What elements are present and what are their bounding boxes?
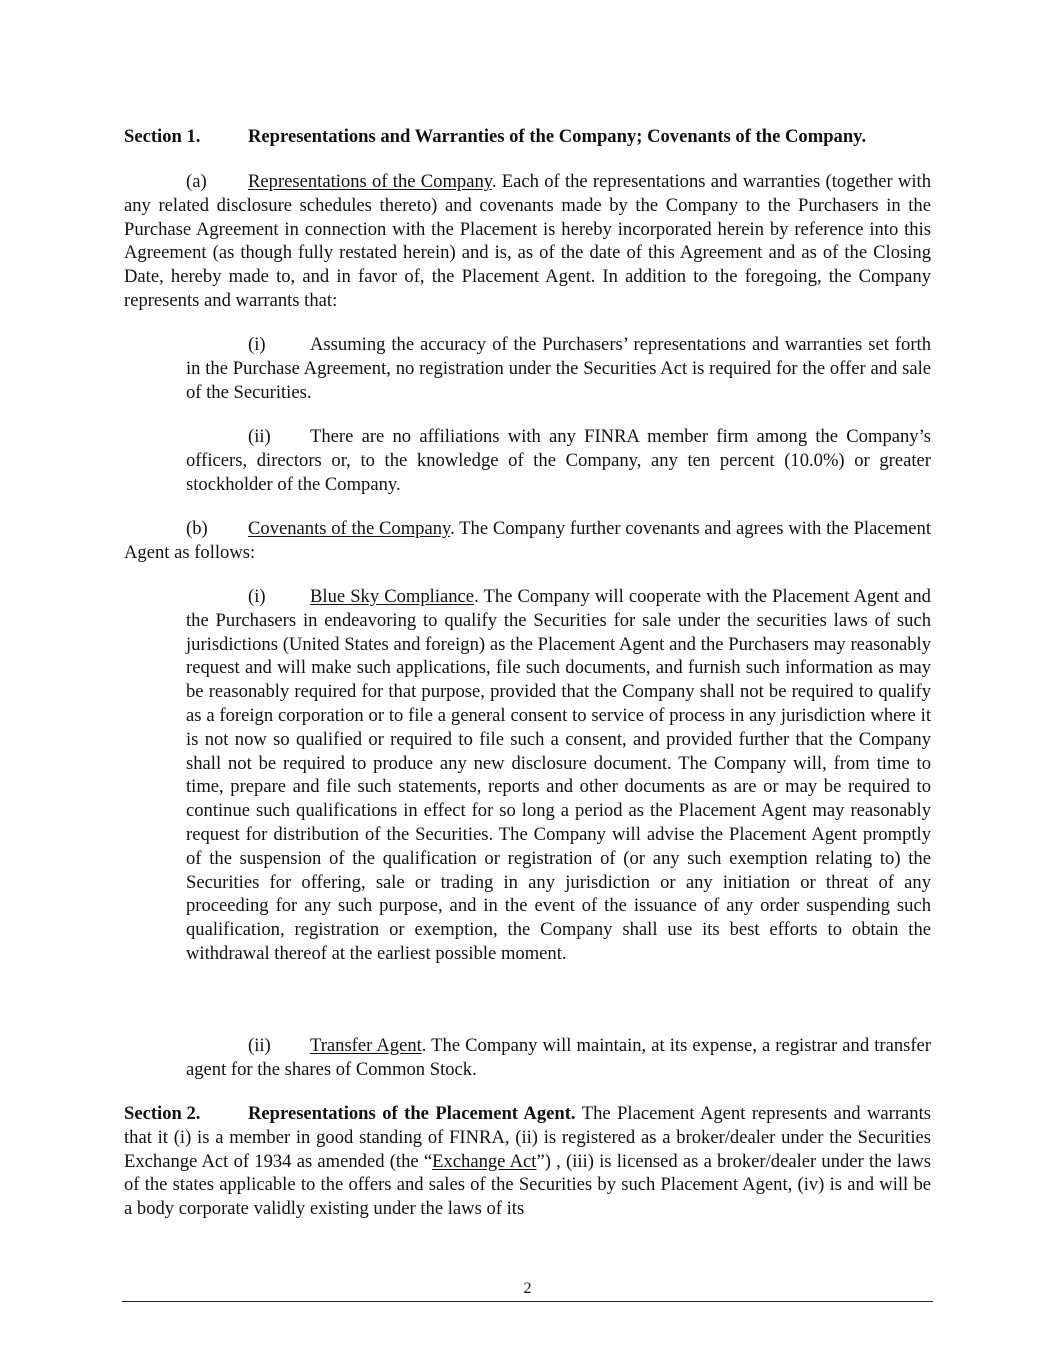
paragraph-b-i [186, 585, 931, 966]
paragraph-b-ii-text: . The Company will maintain, at its expense, a registrar and transfer agent for the shares of Common Stock. [186, 1035, 931, 1080]
paragraph-b-i-text: . The Company will cooperate with the Placement Agent and the Purchasers in endeavoring to qualify the Securities for sale under the securities laws of such jurisdictions (United States and foreign) as the Placement Agent and the Purchasers may reasonably request and will make such applications, file such documents, and furnish such information as may be reasonably required for that purpose, provided that the Company shall not be required to qualify as a foreign corporation or to file a general consent to service of process in any jurisdiction where it is not now so qualified or required to file such a consent, and provided further that the Company shall not be required to produce any new disclosure document. The Company will, from time to time, prepare and file such statements, reports and other documents as are or may be required to continue such qualifications in effect for so long a period as the Placement Agent may reasonably request for distribution of the Securities. The Company will advise the Placement Agent promptly of the suspension of the qualification or registration of (or any such exemption relating to) the Securities for offering, sale or trading in any jurisdiction or any initiation or threat of any proceeding for any such purpose, and in the event of the issuance of any order suspending such qualification, registration or exemption, the Company shall use its best efforts to obtain the withdrawal thereof at the earliest possible moment. [186, 586, 931, 964]
footer-divider [122, 1301, 933, 1302]
paragraph-a-i-text: Assuming the accuracy of the Purchasers’ representations and warranties set forth in the Purchase Agreement, no registration under the Securities Act is required for the offer and sale of the Securities. [186, 334, 931, 403]
paragraph-b-ii-label: (ii) [248, 1035, 271, 1056]
section-2-number: Section 2. [124, 1103, 201, 1124]
paragraph-b-i-label: (i) [248, 586, 266, 607]
paragraph-b [124, 517, 931, 565]
page-number: 2 [523, 1280, 532, 1297]
paragraph-a-ii-label: (ii) [248, 426, 271, 447]
paragraph-a-label: (a) [186, 171, 207, 192]
paragraph-a-i [186, 333, 931, 404]
paragraph-b-label: (b) [186, 518, 208, 539]
section-2 [124, 1102, 931, 1221]
paragraph-b-heading: Covenants of the Company [248, 518, 451, 539]
paragraph-b-ii [186, 1034, 931, 1082]
section-2-text-after: ”) , (iii) is licensed as a broker/dealer under the laws of the states applicable to the offers and sales of the Securities by such Placement Agent, (iv) is and will be a body corporate validly existing under the laws of its [124, 1150, 931, 1220]
paragraph-a-text: . Each of the representations and warranties (together with any related disclosure schedules thereto) and covenants made by the Company to the Purchasers in the Purchase Agreement in connection with the Placement is hereby incorporated herein by reference into this Agreement (as though fully restated herein) and is, as of the date of this Agreement and as of the Closing Date, hereby made to, and in favor of, the Placement Agent. In addition to the foregoing, the Company represents and warrants that: [124, 171, 931, 311]
section-2-text-before: The Placement Agent represents and warrants that it (i) is a member in good standing of FINRA, (ii) is registered as a broker/dealer under the Securities Exchange Act of 1934 as amended (the “ [124, 1103, 932, 1172]
paragraph-a-heading: Representations of the Company [248, 171, 492, 192]
section-1-number: Section 1. [124, 126, 201, 147]
paragraph-a-ii-text: There are no affiliations with any FINRA member firm among the Company’s officers, directors or, to the knowledge of the Company, any ten percent (10.0%) or greater stockholder of the Company. [186, 426, 931, 495]
exchange-act-term: Exchange Act [432, 1150, 537, 1172]
paragraph-b-ii-heading: Transfer Agent [310, 1035, 422, 1056]
paragraph-a-i-label: (i) [248, 334, 266, 355]
paragraph-a [124, 170, 931, 313]
paragraph-a-ii [186, 425, 931, 496]
paragraph-b-i-heading: Blue Sky Compliance [310, 586, 475, 607]
section-2-title: Representations of the Placement Agent. [248, 1103, 576, 1124]
section-1-title: Representations and Warranties of the Company; Covenants of the Company. [248, 126, 867, 147]
section-1-heading [124, 125, 931, 149]
paragraph-b-text: . The Company further covenants and agrees with the Placement Agent as follows: [124, 518, 932, 563]
